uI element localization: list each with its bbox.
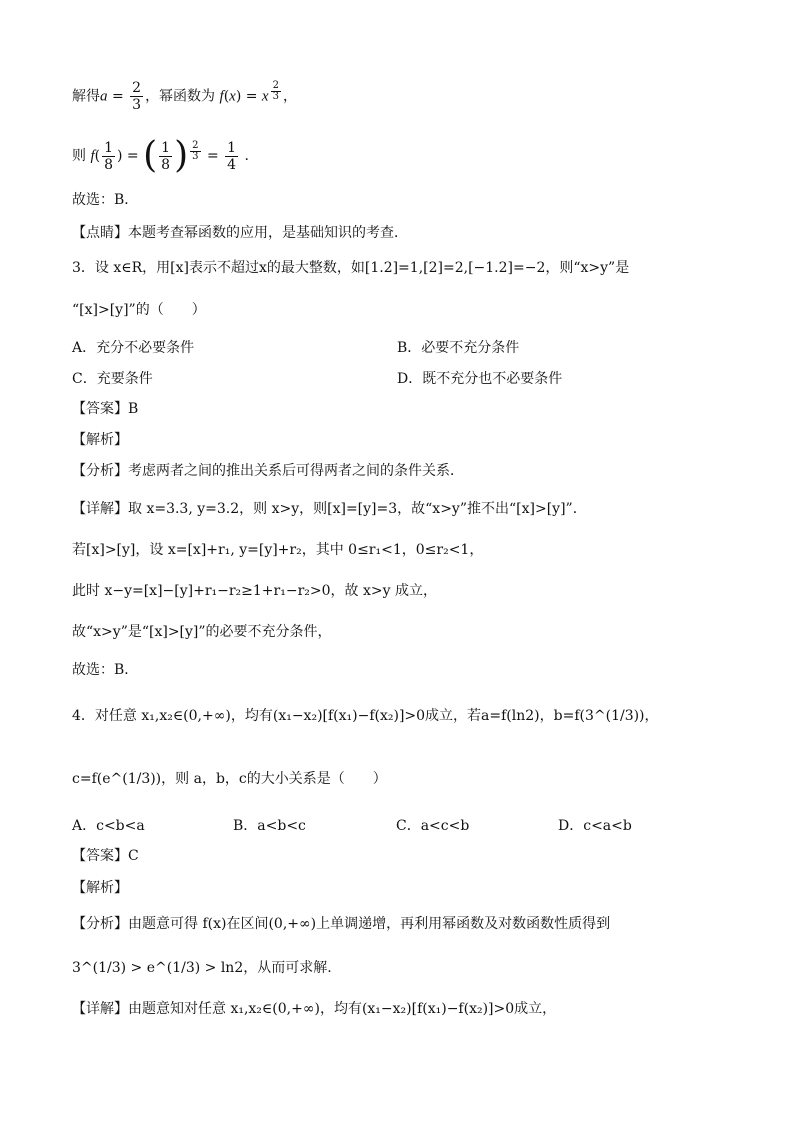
q3-detail-line2: 若[x]>[y]，设 x=[x]+r₁, y=[y]+r₂，其中 0≤r₁<1，0≤r₂<1，: [72, 542, 484, 558]
q3-detail-line1: 【详解】取 x=3.3, y=3.2，则 x>y，则[x]=[y]=3，故“x>y”推不出“[x]>[y]”．: [72, 501, 587, 517]
line-select-b: 故选：B．: [72, 192, 139, 208]
q4-detail-line1: 【详解】由题意知对任意 x₁,x₂∈(0,+∞)，均有(x₁−x₂)[f(x₁)−f(x₂)]>0成立，: [72, 1001, 557, 1017]
q3-answer: 【答案】B: [72, 401, 139, 417]
q4-answer: 【答案】C: [72, 848, 139, 864]
text-solve-prefix: 解得: [72, 88, 100, 105]
q3-detail-line3: 此时 x−y=[x]−[y]+r₁−r₂≥1+r₁−r₂>0，故 x>y 成立，: [72, 583, 437, 599]
q4-option-c: C．a<c<b: [396, 818, 470, 834]
q4-option-b: B．a<b<c: [233, 818, 306, 834]
q3-option-a: A．充分不必要条件: [72, 340, 195, 356]
q3-stem-line2: “[x]>[y]”的（ ）: [72, 302, 206, 318]
q3-stem-line1: 3．设 x∈R，用[x]表示不超过x的最大整数，如[1.2]=1,[2]=2,[−1.2]=−2，则“x>y”是: [72, 260, 630, 276]
q4-stem-line1: 4．对任意 x₁,x₂∈(0,+∞)，均有(x₁−x₂)[f(x₁)−f(x₂)]>0成立，若a=f(ln2)，b=f(3^(1/3))，: [72, 708, 659, 724]
q3-option-c: C．充要条件: [72, 371, 153, 387]
q3-option-b: B．必要不充分条件: [397, 340, 520, 356]
q4-option-d: D．c<a<b: [558, 818, 632, 834]
q4-option-a: A．c<b<a: [72, 818, 145, 834]
q3-select: 故选：B．: [72, 662, 139, 678]
line-dianjing: 【点睛】本题考查幂函数的应用，是基础知识的考查．: [72, 225, 408, 241]
line-evaluate: 则 f( $\frac{1}{8}$ ) = ( $\frac{1}{8}$ ) $^{\frac{2}{3}}$ = $\frac{1}{4}$ .: [72, 135, 249, 176]
q4-jiexi: 【解析】: [72, 880, 128, 896]
line-solve-a: 解得a = $\frac{2}{3}$ ，幂函数为 f(x) = x $^{\frac{2}{3}}$ ，: [72, 80, 297, 113]
q3-jiexi: 【解析】: [72, 432, 128, 448]
q3-detail-line4: 故“x>y”是“[x]>[y]”的必要不充分条件，: [72, 624, 332, 640]
q3-fenxi: 【分析】考虑两者之间的推出关系后可得两者之间的条件关系．: [72, 463, 464, 479]
q4-stem-line2: c=f(e^(1/3))，则 a，b，c的大小关系是（ ）: [72, 771, 387, 787]
q4-fenxi-line1: 【分析】由题意可得 f(x)在区间(0,+∞)上单调递增，再利用幂函数及对数函数性质得到: [72, 916, 611, 932]
q3-option-d: D．既不充分也不必要条件: [397, 371, 563, 387]
q4-fenxi-line2: 3^(1/3) > e^(1/3) > ln2，从而可求解.: [72, 960, 332, 976]
